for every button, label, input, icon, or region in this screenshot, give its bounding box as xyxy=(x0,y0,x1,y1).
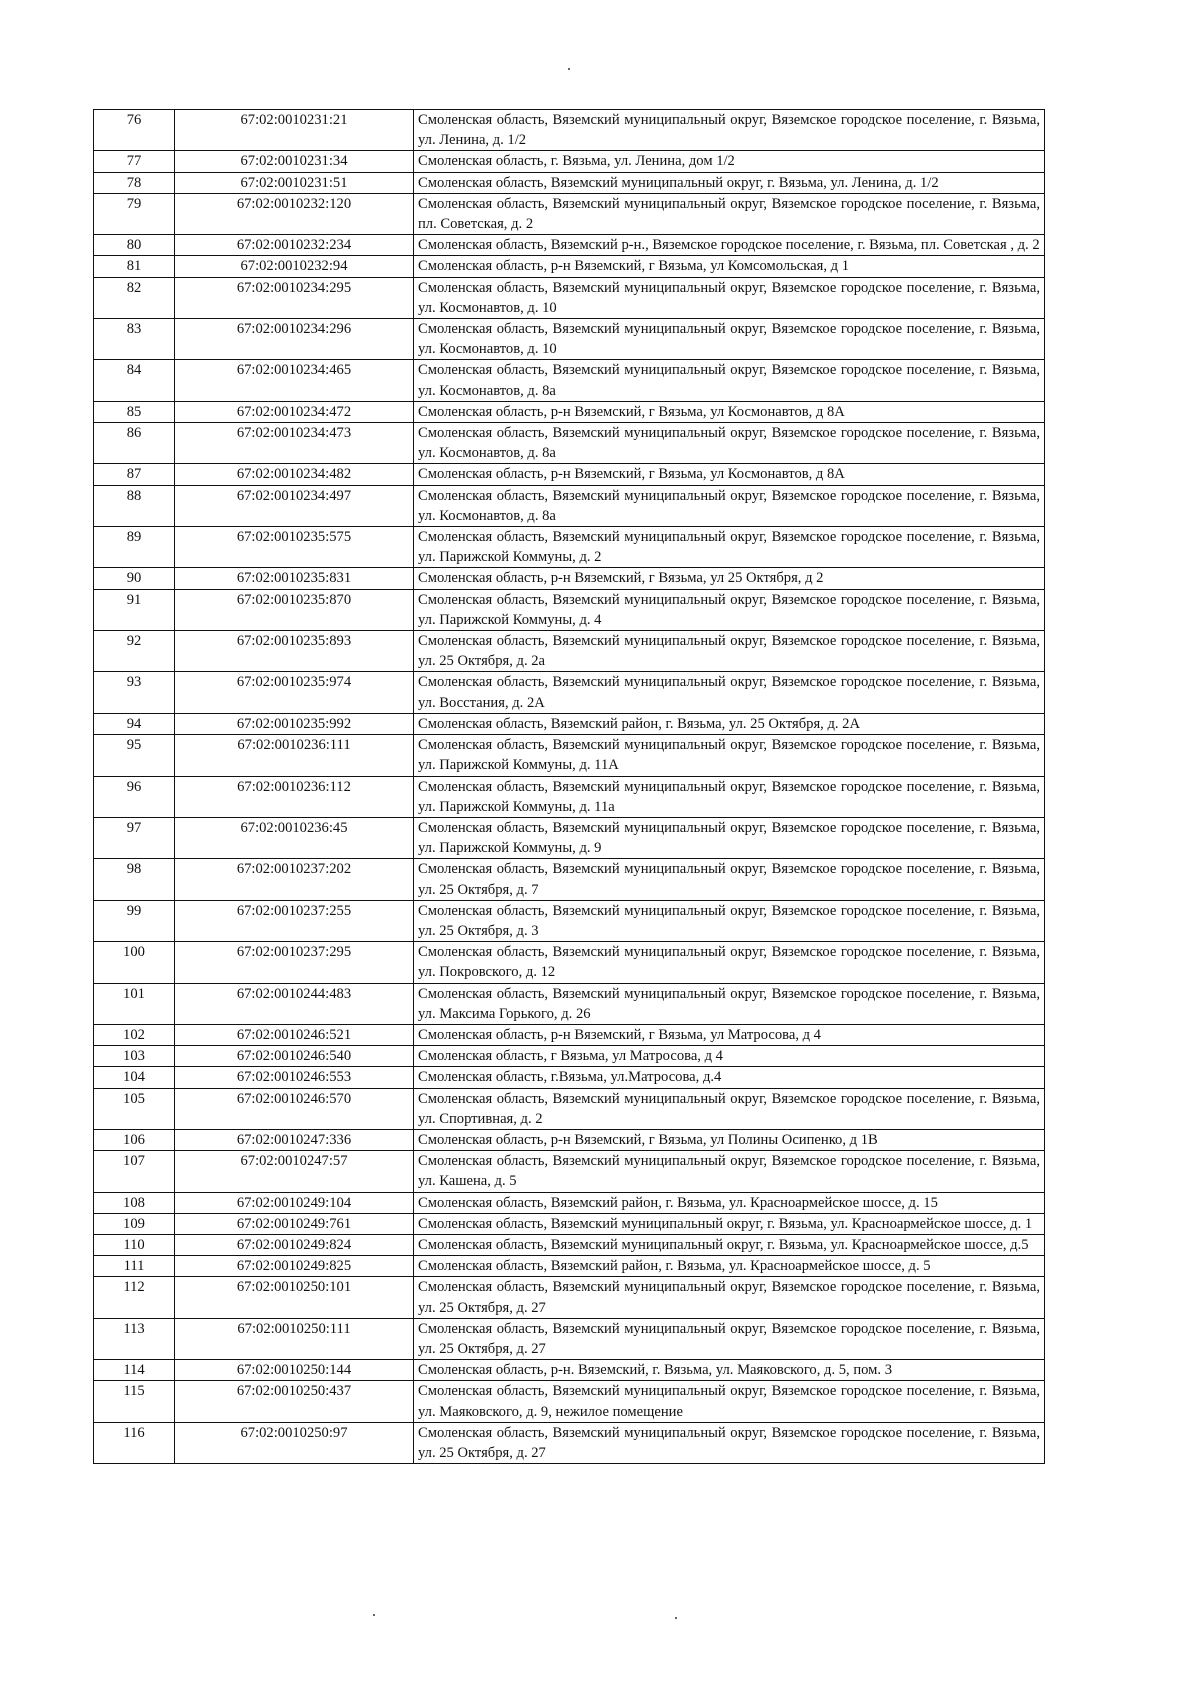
row-number: 105 xyxy=(94,1088,175,1129)
row-number: 82 xyxy=(94,277,175,318)
cadastral-number: 67:02:0010235:974 xyxy=(175,672,414,713)
object-address: Смоленская область, р-н. Вяземский, г. Вязьма, ул. Маяковского, д. 5, пом. 3 xyxy=(414,1360,1045,1381)
row-number: 106 xyxy=(94,1129,175,1150)
row-number: 100 xyxy=(94,942,175,983)
table-row xyxy=(94,360,1045,401)
object-address: Смоленская область, Вяземский муниципальный округ, Вяземское городское поселение, г. Вязьма, ул. Покровского, д. 12 xyxy=(414,942,1045,983)
row-number: 85 xyxy=(94,401,175,422)
object-address: Смоленская область, Вяземский муниципальный округ, Вяземское городское поселение, г. Вязьма, ул. Космонавтов, д. 8а xyxy=(414,423,1045,464)
object-address: Смоленская область, Вяземский муниципальный округ, Вяземское городское поселение, г. Вязьма, ул. Космонавтов, д. 10 xyxy=(414,277,1045,318)
object-address: Смоленская область, Вяземский район, г. Вязьма, ул. Красноармейское шоссе, д. 15 xyxy=(414,1192,1045,1213)
table-row xyxy=(94,1256,1045,1277)
cadastral-number: 67:02:0010234:482 xyxy=(175,464,414,485)
object-address: Смоленская область, р-н Вяземский, г Вязьма, ул Комсомольская, д 1 xyxy=(414,256,1045,277)
cadastral-number: 67:02:0010250:437 xyxy=(175,1381,414,1422)
table-row xyxy=(94,1192,1045,1213)
cadastral-number: 67:02:0010234:497 xyxy=(175,485,414,526)
object-address: Смоленская область, г Вязьма, ул Матросова, д 4 xyxy=(414,1046,1045,1067)
row-number: 110 xyxy=(94,1234,175,1255)
table-row xyxy=(94,735,1045,776)
row-number: 113 xyxy=(94,1318,175,1359)
row-number: 112 xyxy=(94,1277,175,1318)
table-row xyxy=(94,1024,1045,1045)
cadastral-number: 67:02:0010235:831 xyxy=(175,568,414,589)
table-row xyxy=(94,568,1045,589)
object-address: Смоленская область, р-н Вяземский, г Вязьма, ул Полины Осипенко, д 1В xyxy=(414,1129,1045,1150)
cadastral-number: 67:02:0010250:144 xyxy=(175,1360,414,1381)
cadastral-number: 67:02:0010237:255 xyxy=(175,900,414,941)
row-number: 97 xyxy=(94,817,175,858)
row-number: 78 xyxy=(94,172,175,193)
scan-speck xyxy=(373,1614,375,1616)
row-number: 95 xyxy=(94,735,175,776)
row-number: 99 xyxy=(94,900,175,941)
object-address: Смоленская область, Вяземский муниципальный округ, Вяземское городское поселение, г. Вязьма, ул. Космонавтов, д. 8а xyxy=(414,485,1045,526)
cadastral-number: 67:02:0010235:893 xyxy=(175,631,414,672)
object-address: Смоленская область, р-н Вяземский, г Вязьма, ул 25 Октября, д 2 xyxy=(414,568,1045,589)
cadastral-number: 67:02:0010246:570 xyxy=(175,1088,414,1129)
row-number: 79 xyxy=(94,193,175,234)
cadastral-number: 67:02:0010237:202 xyxy=(175,859,414,900)
object-address: Смоленская область, Вяземский муниципальный округ, Вяземское городское поселение, г. Вязьма, ул. Спортивная, д. 2 xyxy=(414,1088,1045,1129)
cadastral-number: 67:02:0010235:870 xyxy=(175,589,414,630)
object-address: Смоленская область, Вяземский муниципальный округ, Вяземское городское поселение, г. Вязьма, ул. 25 Октября, д. 27 xyxy=(414,1318,1045,1359)
table-row xyxy=(94,235,1045,256)
table-row xyxy=(94,277,1045,318)
table-row xyxy=(94,172,1045,193)
table-row xyxy=(94,110,1045,151)
cadastral-number: 67:02:0010237:295 xyxy=(175,942,414,983)
table-row xyxy=(94,776,1045,817)
table-row xyxy=(94,1088,1045,1129)
row-number: 96 xyxy=(94,776,175,817)
object-address: Смоленская область, Вяземский район, г. Вязьма, ул. 25 Октября, д. 2А xyxy=(414,713,1045,734)
table-row xyxy=(94,1422,1045,1463)
table-row xyxy=(94,900,1045,941)
row-number: 84 xyxy=(94,360,175,401)
cadastral-objects-table xyxy=(93,109,1045,1464)
table-row xyxy=(94,423,1045,464)
table-row xyxy=(94,1360,1045,1381)
object-address: Смоленская область, Вяземский муниципальный округ, Вяземское городское поселение, г. Вязьма, ул. Парижской Коммуны, д. 4 xyxy=(414,589,1045,630)
object-address: Смоленская область, Вяземский муниципальный округ, Вяземское городское поселение, г. Вязьма, ул. 25 Октября, д. 27 xyxy=(414,1277,1045,1318)
cadastral-number: 67:02:0010236:112 xyxy=(175,776,414,817)
cadastral-number: 67:02:0010234:473 xyxy=(175,423,414,464)
cadastral-number: 67:02:0010249:825 xyxy=(175,1256,414,1277)
cadastral-number: 67:02:0010235:575 xyxy=(175,527,414,568)
object-address: Смоленская область, р-н Вяземский, г Вязьма, ул Космонавтов, д 8А xyxy=(414,401,1045,422)
table-row xyxy=(94,485,1045,526)
table-row xyxy=(94,193,1045,234)
table-row xyxy=(94,319,1045,360)
row-number: 108 xyxy=(94,1192,175,1213)
row-number: 109 xyxy=(94,1213,175,1234)
object-address: Смоленская область, Вяземский муниципальный округ, Вяземское городское поселение, г. Вязьма, ул. Ленина, д. 1/2 xyxy=(414,110,1045,151)
row-number: 80 xyxy=(94,235,175,256)
cadastral-number: 67:02:0010246:553 xyxy=(175,1067,414,1088)
row-number: 87 xyxy=(94,464,175,485)
row-number: 103 xyxy=(94,1046,175,1067)
row-number: 115 xyxy=(94,1381,175,1422)
cadastral-number: 67:02:0010234:295 xyxy=(175,277,414,318)
table-row xyxy=(94,1277,1045,1318)
row-number: 89 xyxy=(94,527,175,568)
cadastral-number: 67:02:0010250:97 xyxy=(175,1422,414,1463)
table-row xyxy=(94,256,1045,277)
cadastral-number: 67:02:0010250:111 xyxy=(175,1318,414,1359)
object-address: Смоленская область, Вяземский муниципальный округ, Вяземское городское поселение, г. Вязьма, ул. 25 Октября, д. 7 xyxy=(414,859,1045,900)
cadastral-number: 67:02:0010235:992 xyxy=(175,713,414,734)
table-row xyxy=(94,942,1045,983)
table-row xyxy=(94,527,1045,568)
cadastral-number: 67:02:0010249:104 xyxy=(175,1192,414,1213)
row-number: 88 xyxy=(94,485,175,526)
object-address: Смоленская область, Вяземский муниципальный округ, Вяземское городское поселение, г. Вязьма, ул. Максима Горького, д. 26 xyxy=(414,983,1045,1024)
table-row xyxy=(94,1381,1045,1422)
table-row xyxy=(94,1151,1045,1192)
object-address: Смоленская область, р-н Вяземский, г Вязьма, ул Космонавтов, д 8А xyxy=(414,464,1045,485)
row-number: 83 xyxy=(94,319,175,360)
object-address: Смоленская область, Вяземский муниципальный округ, Вяземское городское поселение, г. Вязьма, ул. Маяковского, д. 9, нежилое помещение xyxy=(414,1381,1045,1422)
table-row xyxy=(94,1046,1045,1067)
object-address: Смоленская область, Вяземский муниципальный округ, Вяземское городское поселение, г. Вязьма, пл. Советская, д. 2 xyxy=(414,193,1045,234)
row-number: 91 xyxy=(94,589,175,630)
cadastral-number: 67:02:0010232:120 xyxy=(175,193,414,234)
cadastral-number: 67:02:0010249:761 xyxy=(175,1213,414,1234)
cadastral-number: 67:02:0010232:94 xyxy=(175,256,414,277)
table-row xyxy=(94,464,1045,485)
table-row xyxy=(94,1318,1045,1359)
row-number: 101 xyxy=(94,983,175,1024)
row-number: 111 xyxy=(94,1256,175,1277)
row-number: 116 xyxy=(94,1422,175,1463)
cadastral-number: 67:02:0010244:483 xyxy=(175,983,414,1024)
row-number: 81 xyxy=(94,256,175,277)
object-address: Смоленская область, Вяземский муниципальный округ, Вяземское городское поселение, г. Вязьма, ул. Парижской Коммуны, д. 11а xyxy=(414,776,1045,817)
cadastral-number: 67:02:0010250:101 xyxy=(175,1277,414,1318)
row-number: 86 xyxy=(94,423,175,464)
table-row xyxy=(94,631,1045,672)
cadastral-number: 67:02:0010246:540 xyxy=(175,1046,414,1067)
object-address: Смоленская область, Вяземский муниципальный округ, г. Вязьма, ул. Ленина, д. 1/2 xyxy=(414,172,1045,193)
table-row xyxy=(94,1213,1045,1234)
row-number: 98 xyxy=(94,859,175,900)
object-address: Смоленская область, Вяземский муниципальный округ, Вяземское городское поселение, г. Вязьма, ул. 25 Октября, д. 3 xyxy=(414,900,1045,941)
cadastral-number: 67:02:0010231:21 xyxy=(175,110,414,151)
row-number: 107 xyxy=(94,1151,175,1192)
cadastral-number: 67:02:0010232:234 xyxy=(175,235,414,256)
table-row xyxy=(94,1067,1045,1088)
row-number: 90 xyxy=(94,568,175,589)
table-row xyxy=(94,589,1045,630)
table-row xyxy=(94,983,1045,1024)
table-row xyxy=(94,1234,1045,1255)
cadastral-number: 67:02:0010246:521 xyxy=(175,1024,414,1045)
row-number: 93 xyxy=(94,672,175,713)
table-row xyxy=(94,859,1045,900)
table-body xyxy=(94,110,1045,1464)
object-address: Смоленская область, Вяземский муниципальный округ, г. Вязьма, ул. Красноармейское шоссе, д. 1 xyxy=(414,1213,1045,1234)
cadastral-number: 67:02:0010231:34 xyxy=(175,151,414,172)
table-row xyxy=(94,817,1045,858)
cadastral-number: 67:02:0010234:465 xyxy=(175,360,414,401)
object-address: Смоленская область, Вяземский муниципальный округ, Вяземское городское поселение, г. Вязьма, ул. Восстания, д. 2А xyxy=(414,672,1045,713)
row-number: 92 xyxy=(94,631,175,672)
cadastral-number: 67:02:0010247:336 xyxy=(175,1129,414,1150)
cadastral-number: 67:02:0010234:472 xyxy=(175,401,414,422)
object-address: Смоленская область, Вяземский муниципальный округ, Вяземское городское поселение, г. Вязьма, ул. Парижской Коммуны, д. 2 xyxy=(414,527,1045,568)
object-address: Смоленская область, Вяземский муниципальный округ, Вяземское городское поселение, г. Вязьма, ул. Кашена, д. 5 xyxy=(414,1151,1045,1192)
object-address: Смоленская область, Вяземский район, г. Вязьма, ул. Красноармейское шоссе, д. 5 xyxy=(414,1256,1045,1277)
row-number: 94 xyxy=(94,713,175,734)
object-address: Смоленская область, г.Вязьма, ул.Матросова, д.4 xyxy=(414,1067,1045,1088)
cadastral-number: 67:02:0010236:45 xyxy=(175,817,414,858)
row-number: 114 xyxy=(94,1360,175,1381)
row-number: 102 xyxy=(94,1024,175,1045)
cadastral-number: 67:02:0010231:51 xyxy=(175,172,414,193)
row-number: 104 xyxy=(94,1067,175,1088)
object-address: Смоленская область, Вяземский муниципальный округ, г. Вязьма, ул. Красноармейское шоссе, д.5 xyxy=(414,1234,1045,1255)
table-row xyxy=(94,1129,1045,1150)
cadastral-number: 67:02:0010236:111 xyxy=(175,735,414,776)
row-number: 76 xyxy=(94,110,175,151)
table-row xyxy=(94,151,1045,172)
table-row xyxy=(94,713,1045,734)
table-row xyxy=(94,401,1045,422)
scan-speck xyxy=(568,68,570,70)
cadastral-number: 67:02:0010247:57 xyxy=(175,1151,414,1192)
object-address: Смоленская область, Вяземский р-н., Вяземское городское поселение, г. Вязьма, пл. Советская , д. 2 xyxy=(414,235,1045,256)
cadastral-number: 67:02:0010249:824 xyxy=(175,1234,414,1255)
object-address: Смоленская область, р-н Вяземский, г Вязьма, ул Матросова, д 4 xyxy=(414,1024,1045,1045)
object-address: Смоленская область, Вяземский муниципальный округ, Вяземское городское поселение, г. Вязьма, ул. 25 Октября, д. 2а xyxy=(414,631,1045,672)
scan-speck xyxy=(675,1617,677,1619)
object-address: Смоленская область, Вяземский муниципальный округ, Вяземское городское поселение, г. Вязьма, ул. Парижской Коммуны, д. 11А xyxy=(414,735,1045,776)
object-address: Смоленская область, Вяземский муниципальный округ, Вяземское городское поселение, г. Вязьма, ул. Парижской Коммуны, д. 9 xyxy=(414,817,1045,858)
object-address: Смоленская область, Вяземский муниципальный округ, Вяземское городское поселение, г. Вязьма, ул. 25 Октября, д. 27 xyxy=(414,1422,1045,1463)
object-address: Смоленская область, г. Вязьма, ул. Ленина, дом 1/2 xyxy=(414,151,1045,172)
table-row xyxy=(94,672,1045,713)
object-address: Смоленская область, Вяземский муниципальный округ, Вяземское городское поселение, г. Вязьма, ул. Космонавтов, д. 10 xyxy=(414,319,1045,360)
cadastral-number: 67:02:0010234:296 xyxy=(175,319,414,360)
row-number: 77 xyxy=(94,151,175,172)
object-address: Смоленская область, Вяземский муниципальный округ, Вяземское городское поселение, г. Вязьма, ул. Космонавтов, д. 8а xyxy=(414,360,1045,401)
